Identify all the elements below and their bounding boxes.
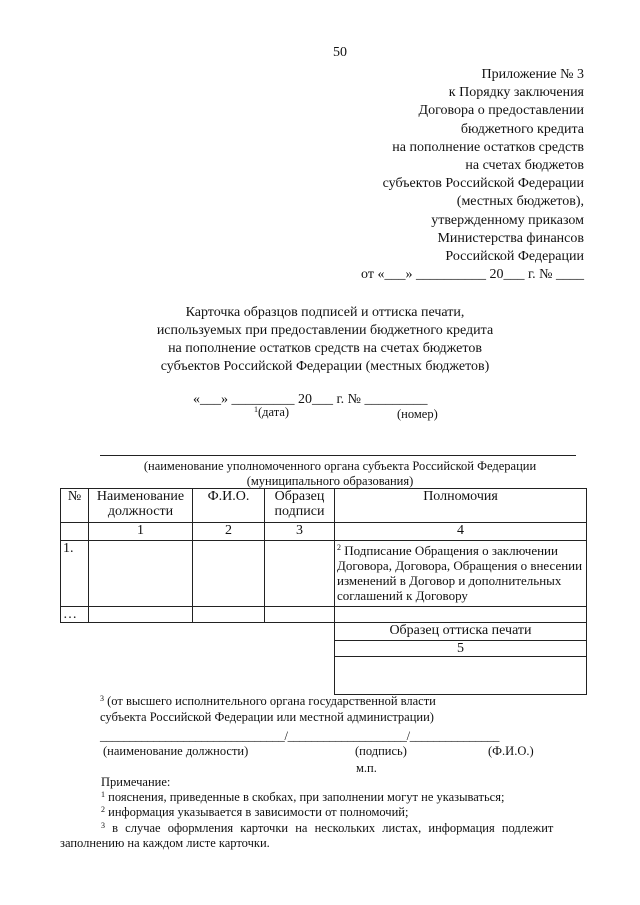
date-label: $^1$(дата): [254, 405, 290, 419]
table-row: [61, 607, 587, 623]
date-line: «___» _________ 20___ г. № _________: [193, 392, 428, 407]
org-caption-1: (наименование уполномоченного органа субъекта Российской Федерации: [143, 459, 537, 473]
header-powers: Полномочия: [335, 489, 587, 523]
appendix-line: на пополнение остатков средств: [392, 139, 584, 155]
table-row: [61, 541, 587, 607]
empty-cell: [335, 607, 587, 623]
colnum-4: 4: [335, 523, 587, 541]
column-numbers-row: [61, 523, 587, 541]
empty-cell: [89, 607, 193, 623]
note-3: $^3$ в случае оформления карточки на нескольких листах, информация подлежит: [101, 821, 554, 835]
page-number: 50: [333, 45, 347, 60]
appendix-line: на счетах бюджетов: [465, 158, 584, 173]
note-3-continuation: заполнению на каждом листе карточки.: [60, 836, 270, 850]
header-signature: Образец подписи: [265, 489, 335, 523]
row-num: …: [61, 607, 89, 623]
powers-cell: $^2$ Подписание Обращения о заключении Договора, Договора, Обращения о внесении изменений в Договор и дополнительных соглашений к Договору: [335, 541, 587, 607]
seal-title: Образец оттиска печати: [335, 623, 587, 641]
title-line: на пополнение остатков средств на счетах бюджетов: [168, 341, 482, 356]
appendix-line: бюджетного кредита: [460, 121, 584, 137]
signature-line: _______________________________/____________________/_______________: [100, 729, 500, 743]
signature-cell[interactable]: [265, 541, 335, 607]
header-name: Ф.И.О.: [193, 489, 265, 523]
number-label: (номер): [397, 407, 438, 421]
appendix-line: от «___» __________ 20___ г. № ____: [361, 267, 584, 283]
title-line: Карточка образцов подписей и оттиска печати,: [185, 305, 465, 320]
empty-cell: [193, 607, 265, 623]
header-position: Наименование должности: [89, 489, 193, 523]
org-name-line: [100, 455, 576, 456]
seal-number: 5: [335, 641, 587, 657]
appendix-line: Российской Федерации: [445, 249, 584, 264]
label-fio: (Ф.И.О.): [488, 744, 534, 758]
appendix-line: Приложение № 3: [481, 67, 584, 82]
table-header-row: [61, 489, 587, 523]
notes-title: Примечание:: [101, 775, 171, 789]
note-2: $^2$ информация указывается в зависимости от полномочий;: [101, 805, 409, 819]
signatures-table: [60, 488, 587, 623]
appendix-line: Министерства финансов: [437, 230, 584, 246]
seal-table: [334, 622, 587, 695]
appendix-line: субъектов Российской Федерации: [382, 176, 584, 192]
appendix-line: утвержденному приказом: [431, 212, 584, 228]
empty-cell: [265, 607, 335, 623]
org-caption-2: (муниципального образования): [246, 474, 414, 488]
position-cell[interactable]: [89, 541, 193, 607]
signer-line-1: $^3$ (от высшего исполнительного органа государственной власти: [100, 694, 436, 708]
label-signature: (подпись): [355, 744, 407, 758]
title-line: используемых при предоставлении бюджетного кредита: [156, 323, 494, 338]
row-num: 1.: [61, 541, 89, 607]
appendix-line: (местных бюджетов),: [456, 194, 584, 210]
colnum-3: 3: [265, 523, 335, 541]
label-position: (наименование должности): [103, 744, 249, 758]
name-cell[interactable]: [193, 541, 265, 607]
header-num: №: [61, 489, 89, 523]
title-line: субъектов Российской Федерации (местных бюджетов): [160, 359, 490, 374]
stamp-place: м.п.: [356, 761, 377, 775]
signer-line-2: субъекта Российской Федерации или местной администрации): [100, 710, 434, 724]
appendix-line: Договора о предоставлении: [418, 103, 584, 119]
seal-area[interactable]: [335, 657, 587, 695]
appendix-line: к Порядку заключения: [448, 85, 584, 101]
colnum-2: 2: [193, 523, 265, 541]
colnum-0: [61, 523, 89, 541]
note-1: $^1$ пояснения, приведенные в скобках, при заполнении могут не указываться;: [101, 790, 505, 804]
colnum-1: 1: [89, 523, 193, 541]
